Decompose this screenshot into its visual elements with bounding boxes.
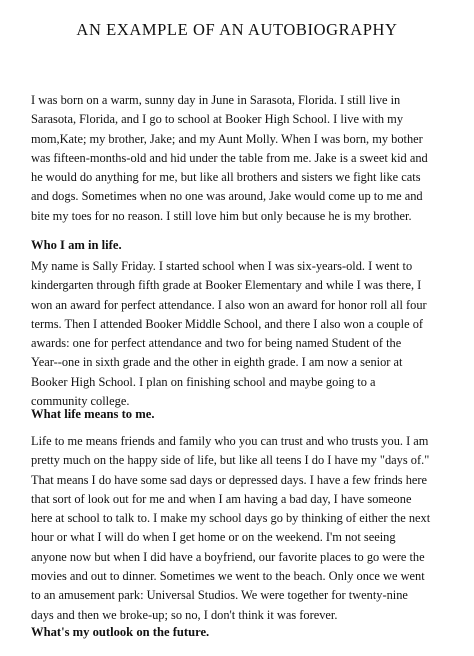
paragraph-line: was fifteen-months-old and hid under the table from me. Jake is a sweet kid and (31, 150, 428, 165)
paragraph-line: Booker High School. I plan on finishing school and maybe going to a (31, 374, 376, 389)
section-heading-who-i-am: Who I am in life. (31, 238, 122, 252)
paragraph-line: movies and out to dinner. Sometimes we went to the beach. Only once we went (31, 569, 425, 584)
paragraph-line: community college. (31, 394, 130, 409)
paragraph-line: terms. Then I attended Booker Middle School, and there I also won a couple of (31, 316, 424, 331)
what-life-means-paragraph (31, 432, 461, 625)
paragraph-line: Sarasota, Florida, and I go to school at Booker High School. I live with my (31, 112, 404, 127)
paragraph-line: won an award for perfect attendance. I also won an award for honor roll all four (31, 297, 427, 312)
intro-paragraph (31, 91, 461, 226)
paragraph-line: That means I do have some sad days or depressed days. I have a few frinds here (31, 472, 428, 487)
paragraph-line: to an amusement park: Universal Studios. We were together for twenty-nine (31, 588, 408, 603)
paragraph-line: days and then we broke-up; so no, I don't think it was forever. (31, 607, 338, 622)
paragraph-line: mom,Kate; my brother, Jake; and my Aunt Molly. When I was born, my bother (31, 131, 423, 146)
paragraph-line: awards: one for perfect attendance and two for being named Student of the (31, 336, 402, 351)
section-heading-outlook: What's my outlook on the future. (31, 625, 210, 639)
paragraph-line: anyone now but when I did have a boyfriend, our favorite places to go were the (31, 549, 425, 564)
paragraph-line: I was born on a warm, sunny day in June in Sarasota, Florida. I still live in (31, 93, 401, 107)
section-heading-what-life-means: What life means to me. (31, 407, 155, 421)
paragraph-line: that sort of look out for me and when I am having a bad day, I have someone (31, 491, 412, 506)
paragraph-line: here at school to talk to. I make my school days go by thinking of either the next (31, 511, 431, 526)
paragraph-line: Year--one in sixth grade and the other in eighth grade. I am now a senior at (31, 355, 403, 370)
document-title: AN EXAMPLE OF AN AUTOBIOGRAPHY (76, 20, 398, 39)
paragraph-line: My name is Sally Friday. I started school when I was six-years-old. I went to (31, 259, 413, 273)
paragraph-line: kindergarten through fifth grade at Booker Elementary and while I was there, I (31, 278, 422, 293)
paragraph-line: and dogs. Sometimes when no one was around, Jake would come up to me and (31, 189, 423, 204)
paragraph-line: bite my toes for no reason. I still love him but only because he is my brother. (31, 208, 412, 223)
paragraph-line: pretty much on the happy side of life, but like all teens I do I have my "days of." (31, 453, 430, 468)
paragraph-line: hour or what I will do when I get home or on the weekend. I'm not seeing (31, 530, 396, 545)
paragraph-line: he would do anything for me, but like all brothers and sisters we fight like cats (31, 170, 421, 185)
who-i-am-paragraph (31, 257, 461, 411)
paragraph-line: Life to me means friends and family who you can trust and who trusts you. I am (31, 434, 429, 448)
